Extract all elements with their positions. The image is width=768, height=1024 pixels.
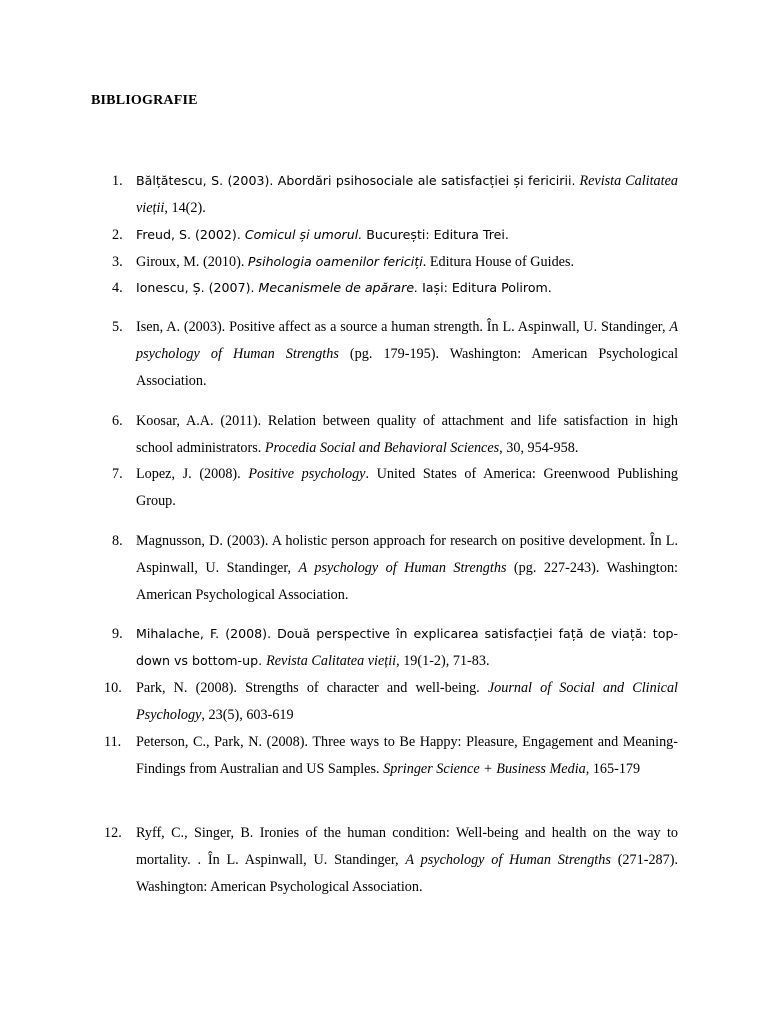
entry-text: Giroux, M. (2010). xyxy=(136,254,248,270)
entry-details: (271-287). Washington: American Psychological Association. xyxy=(136,851,678,895)
entry-source: Procedia Social and Behavioral Sciences, xyxy=(264,439,503,456)
entry-number: 7. xyxy=(112,466,123,482)
bibliography-entry xyxy=(104,675,678,729)
entry-source: A psychology of Human Strengths xyxy=(136,319,678,362)
entry-details: (pg. 227-243). Washington: American Psychological Association. xyxy=(136,559,678,603)
bibliography-entry xyxy=(112,275,678,302)
entry-text: Ionescu, Ș. (2007). xyxy=(136,280,259,295)
bibliography-entry xyxy=(112,249,678,276)
entry-text: Koosar, A.A. (2011). Relation between quality of attachment and life satisfaction in high school administrators. xyxy=(136,413,678,456)
entry-number: 5. xyxy=(112,319,123,335)
entry-details: Iași: Editura Polirom. xyxy=(418,280,552,295)
bibliography-entry xyxy=(112,168,678,222)
bibliography-entry xyxy=(112,461,678,515)
entry-number: 9. xyxy=(112,626,123,642)
entry-details: 30, 954-958. xyxy=(502,439,579,456)
entry-number: 4. xyxy=(112,280,123,296)
bibliography-entry xyxy=(112,621,678,675)
entry-text: Isen, A. (2003). Positive affect as a source a human strength. În L. Aspinwall, U. Standinger, xyxy=(136,319,670,335)
entry-source: Comicul și umorul. xyxy=(244,227,363,242)
entry-source: Journal of Social and Clinical Psychology xyxy=(136,680,678,723)
entry-source: Mecanismele de apărare. xyxy=(258,280,419,295)
entry-text: Magnusson, D. (2003). A holistic person approach for research on positive development. În L. Aspinwall, U. Standinger, xyxy=(136,533,678,576)
entry-number: 2. xyxy=(112,227,123,243)
entry-details: (pg. 179-195). Washington: American Psychological Association. xyxy=(136,345,679,389)
entry-number: 1. xyxy=(112,173,123,189)
entry-number: 10. xyxy=(104,680,122,696)
entry-text: Lopez, J. (2008). xyxy=(136,466,249,482)
entry-number: 6. xyxy=(112,413,123,429)
bibliography-entry xyxy=(104,729,678,783)
entry-text: Ryff, C., Singer, B. Ironies of the human condition: Well-being and health on the way to mortality. . În L. Aspinwall, U. Standinger, xyxy=(136,825,678,868)
entry-details: , 23(5), 603-619 xyxy=(201,706,294,723)
entry-text: Freud, S. (2002). xyxy=(136,227,245,242)
entry-number: 11. xyxy=(104,734,122,750)
entry-number: 12. xyxy=(104,825,122,841)
entry-details: București: Editura Trei. xyxy=(362,227,509,242)
bibliography-entry xyxy=(112,408,678,462)
entry-source: Revista Calitatea vieții, xyxy=(136,173,678,216)
entry-text: Park, N. (2008). Strengths of character and well-being. xyxy=(136,680,488,696)
bibliography-entry xyxy=(112,528,678,608)
entry-source: Springer Science + Business Media xyxy=(383,760,586,777)
entry-details: . United States of America: Greenwood Publishing Group. xyxy=(136,466,678,509)
entry-source: Revista Calitatea vieții xyxy=(266,652,397,669)
bibliography-entry xyxy=(104,820,678,900)
entry-details: , 19(1-2), 71-83. xyxy=(396,652,490,669)
entry-details: . Editura House of Guides. xyxy=(422,254,575,270)
entry-source: A psychology of Human Strengths xyxy=(405,851,611,868)
bibliography-entry xyxy=(112,222,678,249)
entry-text: Mihalache, F. (2008). Două perspective în explicarea satisfacției față de viață: top-down vs bottom-up. xyxy=(136,626,678,668)
bibliography-entry xyxy=(112,314,678,394)
entry-number: 3. xyxy=(112,254,123,270)
page-title: BIBLIOGRAFIE xyxy=(91,93,198,108)
entry-source: A psychology of Human Strengths xyxy=(298,559,507,576)
entry-text: Peterson, C., Park, N. (2008). Three ways to Be Happy: Pleasure, Engagement and Meaning- Findings from Australian and US Samples. xyxy=(136,734,678,777)
entry-details: 14(2). xyxy=(167,199,206,216)
entry-source: Positive psychology xyxy=(248,466,366,482)
entry-number: 8. xyxy=(112,533,123,549)
entry-source: Psihologia oamenilor fericiți xyxy=(247,254,423,269)
entry-details: , 165-179 xyxy=(585,760,641,777)
entry-text: Bălțătescu, S. (2003). Abordări psihosociale ale satisfacției și fericirii. xyxy=(136,173,576,188)
